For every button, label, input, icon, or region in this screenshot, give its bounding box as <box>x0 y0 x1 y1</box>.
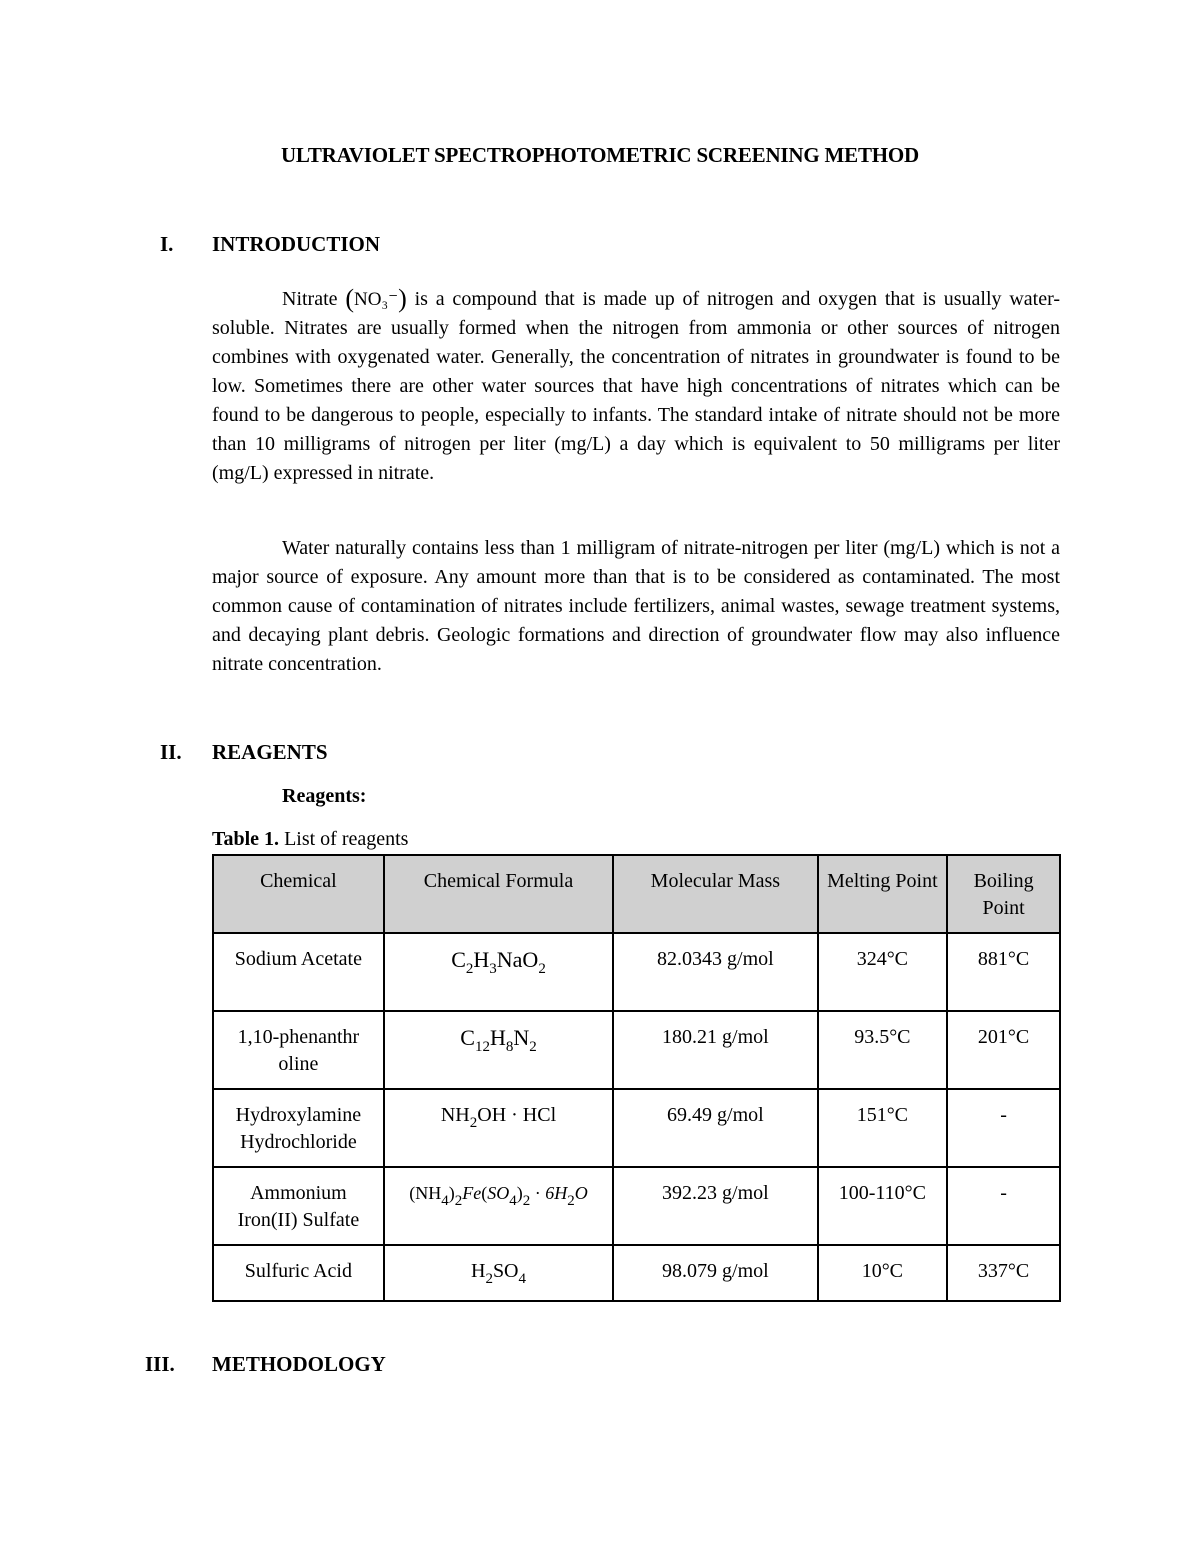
header-chemical: Chemical <box>213 855 384 933</box>
section-number: III. <box>145 1352 175 1376</box>
chemical-formula <box>384 1089 613 1167</box>
molecular-mass: 69.49 g/mol <box>613 1089 817 1167</box>
boiling-point: 201°C <box>947 1011 1060 1089</box>
chemical-name: Hydroxylamine Hydrochloride <box>213 1089 384 1167</box>
nitrate-formula: NO₃⁻ <box>354 289 399 310</box>
chemical-formula <box>384 1011 613 1089</box>
paragraph-text: is a compound that is made up of nitrogen and oxygen that is usually water-soluble. Nitrates are usually formed when the nitrogen from ammonia or other sources of nitrogen combines with oxygenated water. Generally, the concentration of nitrates in groundwater is found to be low. Sometimes there are other water sources that have high concentrations of nitrates which can be found to be dangerous to people, especially to infants. The standard intake of nitrate should not be more than 10 milligrams of nitrogen per liter (mg/L) a day which is equivalent to 50 milligrams per liter (mg/L) expressed in nitrate. <box>212 288 1061 484</box>
melting-point: 93.5°C <box>818 1011 948 1089</box>
header-chemical-formula: Chemical Formula <box>384 855 613 933</box>
chemical-formula <box>384 933 613 1011</box>
melting-point: 324°C <box>818 933 948 1011</box>
table-caption-label: Table 1. <box>212 828 280 850</box>
chemical-formula <box>384 1245 613 1301</box>
header-boiling-point: Boiling Point <box>947 855 1060 933</box>
table-row <box>213 933 1060 1011</box>
table-row <box>213 1089 1060 1167</box>
table-caption-text: List of reagents <box>284 828 409 850</box>
formula-hydroxylamine: $NH_2OH$ · HCl <box>440 1104 557 1131</box>
formula-sodium-acetate: $C_2H_3NaO_2$ <box>451 947 546 977</box>
introduction-paragraph-2: Water naturally contains less than 1 milligram of nitrate-nitrogen per liter (mg/L) which is not a major source of exposure. Any amount more than that is to be considered as contaminated. The most common cause of contamination of nitrates include fertilizers, animal wastes, sewage treatment systems, and decaying plant debris. Geologic formations and direction of groundwater flow may also influence nitrate concentration. <box>212 537 1060 675</box>
table-row <box>213 1167 1060 1245</box>
molecular-mass: 180.21 g/mol <box>613 1011 817 1089</box>
melting-point: 10°C <box>818 1245 948 1301</box>
boiling-point: 337°C <box>947 1245 1060 1301</box>
table-caption <box>212 828 408 851</box>
chemical-formula <box>384 1167 613 1245</box>
boiling-point: 881°C <box>947 933 1060 1011</box>
section-title: METHODOLOGY <box>212 1352 386 1376</box>
chemical-name: Ammonium Iron(II) Sulfate <box>213 1167 384 1245</box>
formula-ammonium-iron-sulfate: $(NH_4)_2Fe(SO_4)_2 \cdot 6H_2O$ <box>409 1183 588 1209</box>
molecular-mass: 392.23 g/mol <box>613 1167 817 1245</box>
table-row <box>213 1245 1060 1301</box>
chemical-name: Sulfuric Acid <box>213 1245 384 1301</box>
boiling-point: - <box>947 1089 1060 1167</box>
formula-phenanthroline: $C_{12}H_8N_2$ <box>460 1025 537 1055</box>
reagents-subheading: Reagents: <box>282 785 367 807</box>
nitrate-word: Nitrate <box>282 288 338 310</box>
molecular-mass: 82.0343 g/mol <box>613 933 817 1011</box>
header-molecular-mass: Molecular Mass <box>613 855 817 933</box>
table-header-row <box>213 855 1060 933</box>
header-melting-point: Melting Point <box>818 855 948 933</box>
molecular-mass: 98.079 g/mol <box>613 1245 817 1301</box>
chemical-name: 1,10-phenanthr oline <box>213 1011 384 1089</box>
section-title: REAGENTS <box>212 740 328 764</box>
section-title: INTRODUCTION <box>212 232 381 256</box>
chemical-name: Sodium Acetate <box>213 933 384 1011</box>
section-number: I. <box>160 232 174 256</box>
table-row <box>213 1011 1060 1089</box>
melting-point: 100-110°C <box>818 1167 948 1245</box>
document-title: ULTRAVIOLET SPECTROPHOTOMETRIC SCREENING METHOD <box>280 143 920 167</box>
boiling-point: - <box>947 1167 1060 1245</box>
section-number: II. <box>160 740 182 764</box>
reagents-table <box>212 854 1061 1302</box>
formula-sulfuric-acid: $H_2SO_4$ <box>470 1260 527 1287</box>
introduction-paragraph-1: Nitrate (NO₃⁻) is a compound that is made up of nitrogen and oxygen that is usually water-soluble. Nitrates are usually formed when the nitrogen from ammonia or other sources of nitrogen combines with oxygenated water. Generally, the concentration of nitrates in groundwater is found to be low. Sometimes there are other water sources that have high concentrations of nitrates which can be found to be dangerous to people, especially to infants. The standard intake of nitrate should not be more than 10 milligrams of nitrogen per liter (mg/L) a day which is equivalent to 50 milligrams per liter (mg/L) expressed in nitrate. <box>212 284 1061 484</box>
melting-point: 151°C <box>818 1089 948 1167</box>
